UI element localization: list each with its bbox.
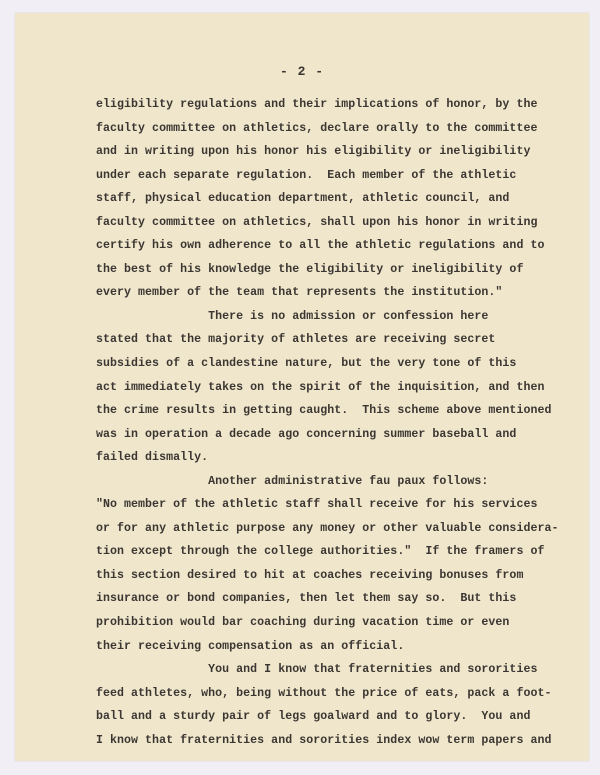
- text-line: their receiving compensation as an official.: [96, 639, 405, 653]
- text-line: "No member of the athletic staff shall receive for his services: [96, 498, 538, 512]
- text-line: ball and a sturdy pair of legs goalward and to glory. You and: [96, 710, 531, 724]
- text-line: this section desired to hit at coaches receiving bonuses from: [96, 568, 524, 582]
- text-line: Another administrative fau paux follows:: [96, 474, 489, 488]
- body-text: [96, 93, 576, 752]
- text-line: feed athletes, who, being without the price of eats, pack a foot-: [96, 686, 552, 700]
- text-line: every member of the team that represents the institution.": [96, 286, 503, 300]
- text-line: act immediately takes on the spirit of the inquisition, and then: [96, 380, 545, 394]
- text-line: staff, physical education department, athletic council, and: [96, 192, 510, 206]
- text-line: under each separate regulation. Each member of the athletic: [96, 168, 517, 182]
- text-line: faculty committee on athletics, declare orally to the committee: [96, 121, 538, 135]
- text-line: the crime results in getting caught. This scheme above mentioned: [96, 404, 552, 418]
- page-number: - 2 -: [279, 64, 324, 79]
- text-line: and in writing upon his honor his eligibility or ineligibility: [96, 145, 531, 159]
- text-line: faculty committee on athletics, shall upon his honor in writing: [96, 215, 538, 229]
- text-line: the best of his knowledge the eligibility or ineligibility of: [96, 262, 524, 276]
- text-line: prohibition would bar coaching during vacation time or even: [96, 616, 510, 630]
- text-line: There is no admission or confession here: [96, 309, 489, 323]
- text-line: or for any athletic purpose any money or other valuable considera-: [96, 521, 559, 535]
- text-line: eligibility regulations and their implications of honor, by the: [96, 98, 538, 111]
- text-line: was in operation a decade ago concerning summer baseball and: [96, 427, 517, 441]
- text-line: subsidies of a clandestine nature, but the very tone of this: [96, 357, 517, 371]
- document-page: [15, 13, 589, 761]
- text-line: tion except through the college authorities." If the framers of: [96, 545, 545, 559]
- text-line: insurance or bond companies, then let them say so. But this: [96, 592, 517, 606]
- text-line: certify his own adherence to all the athletic regulations and to: [96, 239, 545, 253]
- text-line: stated that the majority of athletes are receiving secret: [96, 333, 496, 347]
- text-line: You and I know that fraternities and sororities: [96, 663, 538, 677]
- text-line: failed dismally.: [96, 451, 209, 465]
- text-line: I know that fraternities and sororities index wow term papers and: [96, 733, 552, 747]
